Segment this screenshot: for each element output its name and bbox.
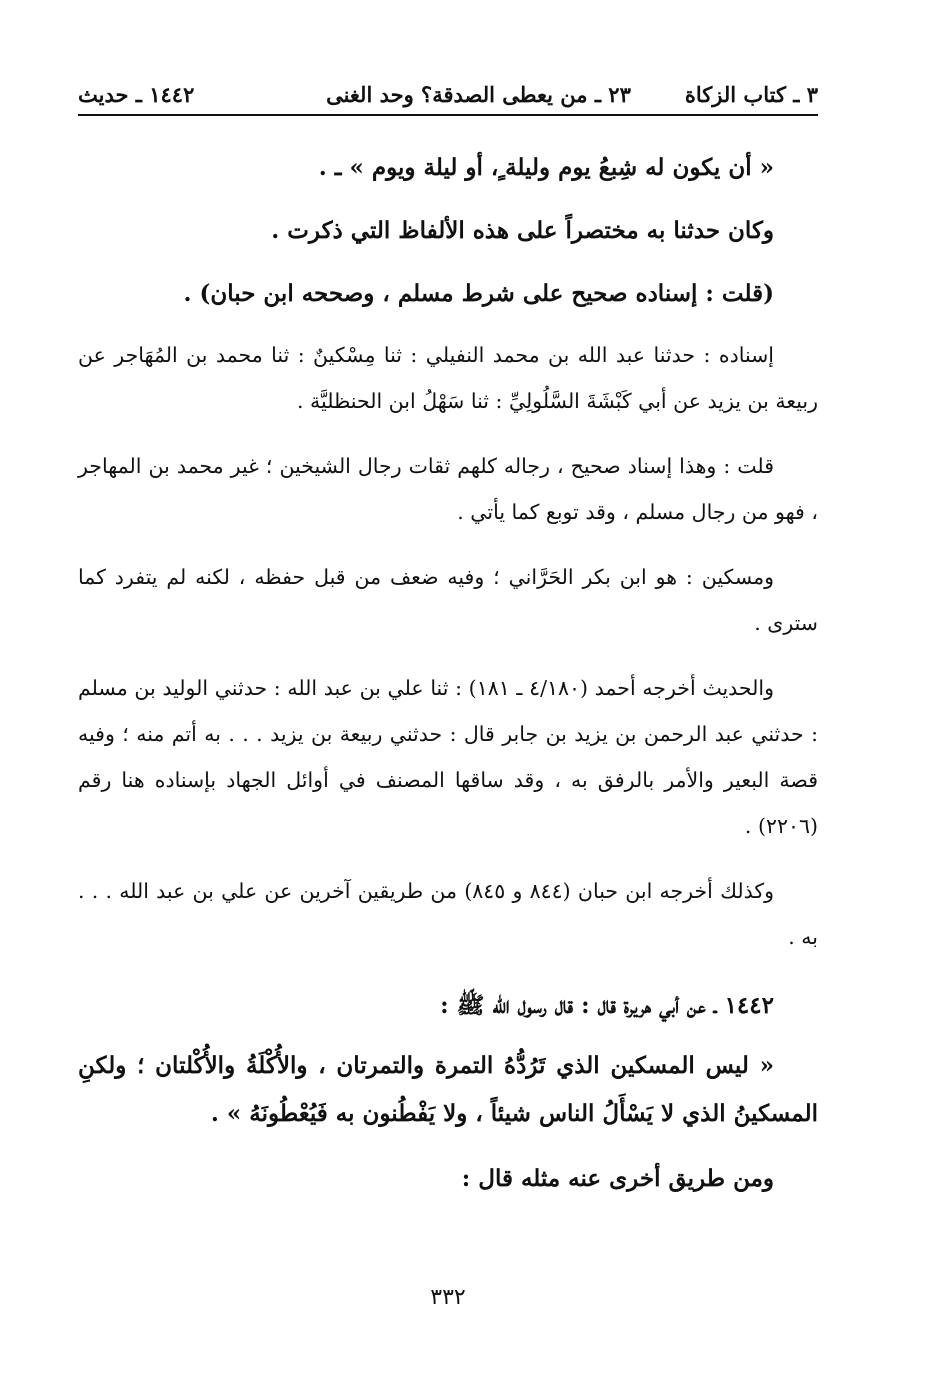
header-hadith-number: ١٤٤٢ ـ حديث [78, 82, 195, 107]
header-rule [78, 114, 818, 116]
narration-note: وكان حدثنا به مختصراً على هذه الألفاظ التي ذكرت . [271, 217, 774, 244]
running-header [78, 78, 818, 112]
page-number: ٣٣٢ [430, 1285, 466, 1310]
ibn-hibban-paragraph: وكذلك أخرجه ابن حبان (٨٤٤ و ٨٤٥) من طريقين آخرين عن علي بن عبد الله . . . به . [78, 879, 818, 949]
book-page [78, 68, 818, 1328]
another-route-note: ومن طريق أخرى عنه مثله قال : [461, 1165, 774, 1192]
hadith-text-end: « أن يكون له شِبعُ يوم وليلة ٍ، أو ليلة ويوم » ـ . [318, 154, 774, 181]
hadith-1442-heading: ١٤٤٢ ـ عن أبي هريرة قال : قال رسول الله ﷺ : [440, 992, 774, 1019]
grading-note: (قلت : إسناده صحيح على شرط مسلم ، وصححه ابن حبان) . [183, 280, 774, 307]
commentary-paragraph: قلت : وهذا إسناد صحيح ، رجاله كلهم ثقات رجال الشيخين ؛ غير محمد بن المهاجر ، فهو من رجال مسلم ، وقد توبع كما يأتي . [78, 454, 818, 524]
isnad-paragraph: إسناده : حدثنا عبد الله بن محمد النفيلي : ثنا مِسْكينٌ : ثنا محمد بن المُهَاجر عن ربيعة بن يزيد عن أبي كَبْشَةَ السَّلُولِيِّ : ثنا سَهْلُ ابن الحنظليَّة . [78, 343, 818, 413]
header-section: ٢٣ ـ من يعطى الصدقة؟ وحد الغنى [326, 82, 631, 107]
header-chapter: ٣ ـ كتاب الزكاة [684, 82, 818, 107]
narrator-note-paragraph: ومسكين : هو ابن بكر الحَرَّاني ؛ وفيه ضعف من قبل حفظه ، لكنه لم يتفرد كما سترى . [78, 565, 818, 635]
hadith-1442-text: « ليس المسكين الذي تَرُدُّهُ التمرة والتمرتان ، والأُكْلَةُ والأُكْلتان ؛ ولكنِ المسكينُ الذي لا يَسْأَلُ الناس شيئاً ، ولا يَفْطُنون به فَيُعْطُونَهُ » . [78, 1052, 818, 1127]
takhrij-paragraph: والحديث أخرجه أحمد (٤/١٨٠ ـ ١٨١) : ثنا علي بن عبد الله : حدثني الوليد بن مسلم : حدثني عبد الرحمن بن يزيد بن جابر قال : حدثني ربيعة بن يزيد . . . به أتم منه ؛ وفيه قصة البعير والأمر بالرفق به ، وقد ساقها المصنف في أوائل الجهاد بإسناده هنا رقم (٢٢٠٦) . [78, 676, 818, 838]
